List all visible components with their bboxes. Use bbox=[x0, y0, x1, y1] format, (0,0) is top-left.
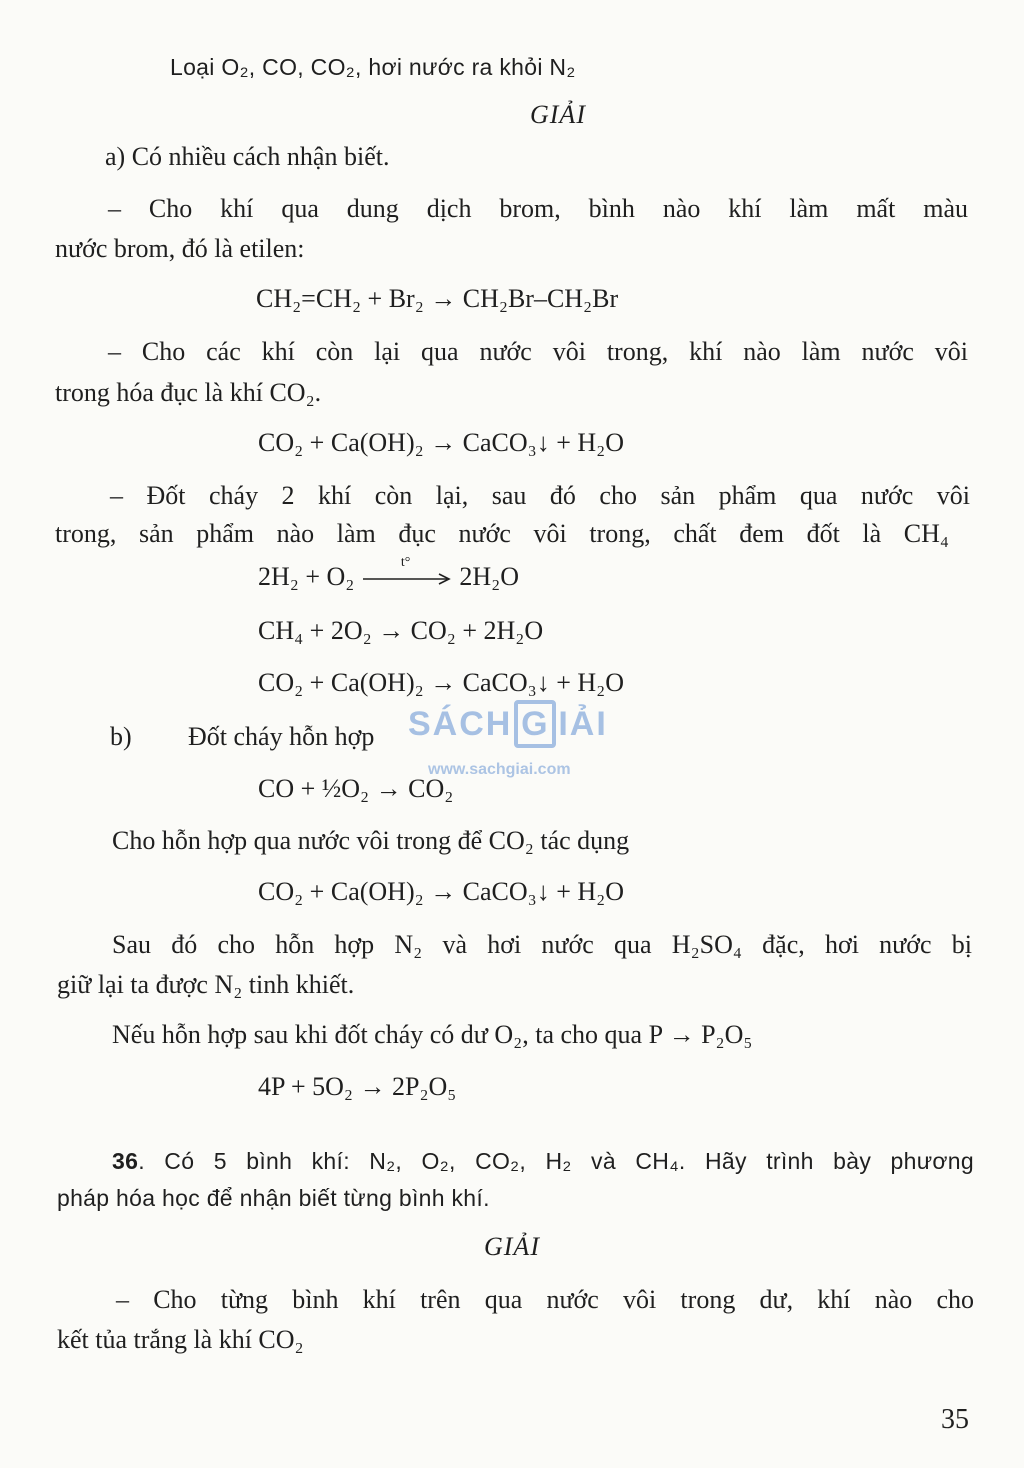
line-07: – Cho các khí còn lại qua nước vôi trong, khí nào làm nước vôi bbox=[108, 337, 968, 366]
line-11: trong, sản phẩm nào làm đục nước vôi trong, chất đem đốt là CH₄ bbox=[55, 519, 949, 548]
line-01: Loại O₂, CO, CO₂, hơi nước ra khỏi N₂ bbox=[170, 54, 576, 80]
line-24: pháp hóa học để nhận biết từng bình khí. bbox=[57, 1185, 490, 1211]
solution-heading-2: GIẢI bbox=[484, 1232, 540, 1261]
equation-2: CO₂ + Ca(OH)₂ → CaCO₃↓ + H₂O bbox=[258, 428, 625, 457]
line-15: Đốt cháy hỗn hợp bbox=[188, 722, 375, 751]
line-17: Cho hỗn hợp qua nước vôi trong để CO₂ tác dụng bbox=[112, 826, 630, 855]
exercise-text: . Có 5 bình khí: N₂, O₂, CO₂, H₂ và CH₄. Hãy trình bày phương bbox=[138, 1148, 974, 1174]
equation-4: CH₄ + 2O₂ → CO₂ + 2H₂O bbox=[258, 616, 544, 645]
equation-5: CO₂ + Ca(OH)₂ → CaCO₃↓ + H₂O bbox=[258, 668, 625, 697]
heat-label: t° bbox=[400, 555, 411, 570]
heat-arrow bbox=[361, 555, 453, 592]
equation-6: CO + ½O₂ → CO₂ bbox=[258, 774, 454, 803]
line-05: nước brom, đó là etilen: bbox=[55, 234, 305, 263]
line-26: – Cho từng bình khí trên qua nước vôi trong dư, khí nào cho bbox=[116, 1285, 974, 1314]
solution-heading: GIẢI bbox=[530, 100, 586, 129]
line-20: giữ lại ta được N₂ tinh khiết. bbox=[57, 970, 355, 999]
watermark-url: www.sachgiai.com bbox=[428, 761, 571, 778]
page-number: 35 bbox=[941, 1404, 969, 1435]
equation-8: 4P + 5O₂ → 2P₂O₅ bbox=[258, 1072, 457, 1101]
line-19: Sau đó cho hỗn hợp N₂ và hơi nước qua H₂SO₄ đặc, hơi nước bị bbox=[112, 930, 972, 959]
line-21: Nếu hỗn hợp sau khi đốt cháy có dư O₂, ta cho qua P → P₂O₅ bbox=[112, 1020, 753, 1049]
line-08: trong hóa đục là khí CO₂. bbox=[55, 378, 322, 407]
line-03: a) Có nhiều cách nhận biết. bbox=[105, 142, 390, 171]
eq3-left: 2H₂ + O₂ bbox=[258, 562, 355, 591]
equation-1: CH₂=CH₂ + Br₂ → CH₂Br–CH₂Br bbox=[256, 284, 619, 313]
equation-7: CO₂ + Ca(OH)₂ → CaCO₃↓ + H₂O bbox=[258, 877, 625, 906]
equation-3 bbox=[258, 555, 519, 592]
line-10: – Đốt cháy 2 khí còn lại, sau đó cho sản phẩm qua nước vôi bbox=[110, 481, 970, 510]
line-27: kết tủa trắng là khí CO₂ bbox=[57, 1325, 304, 1354]
line-04: – Cho khí qua dung dịch brom, bình nào khí làm mất màu bbox=[108, 194, 968, 223]
eq3-right: 2H₂O bbox=[459, 562, 519, 591]
watermark-logo: SÁCH G IẢI bbox=[408, 700, 608, 748]
line-15-label: b) bbox=[110, 722, 132, 751]
exercise-36 bbox=[112, 1146, 974, 1176]
exercise-number: 36 bbox=[112, 1148, 139, 1174]
